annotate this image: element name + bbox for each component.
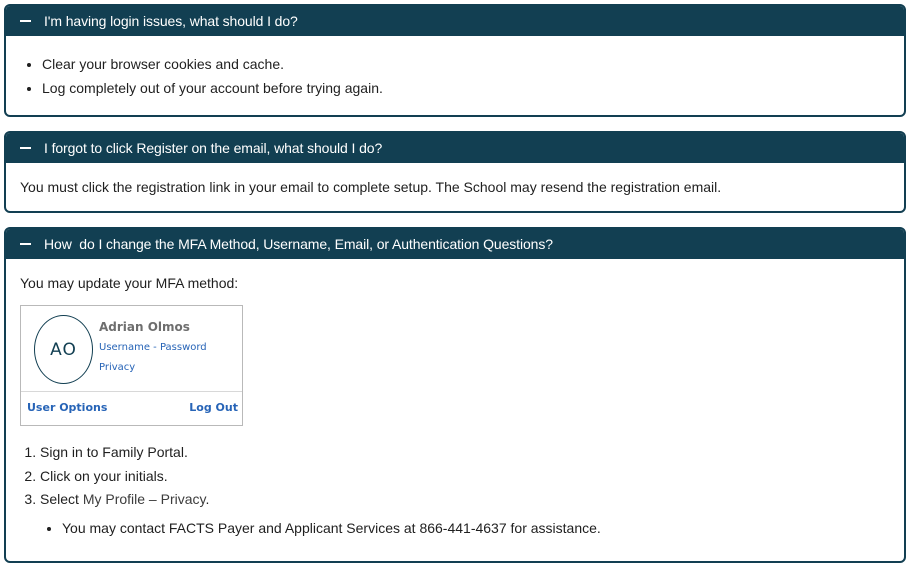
- bullet-list: [20, 52, 890, 100]
- profile-card-example: [20, 305, 243, 426]
- faq-header-register[interactable]: [6, 133, 904, 163]
- step-text: Sign in to Family Portal.: [40, 444, 188, 460]
- step-end: .: [205, 491, 210, 507]
- step-text: Click on your initials.: [40, 467, 168, 484]
- faq-question: I'm having login issues, what should I do?: [44, 13, 298, 29]
- minus-icon[interactable]: [20, 20, 31, 22]
- list-item: [40, 465, 890, 489]
- minus-icon[interactable]: [20, 147, 31, 149]
- user-options-link[interactable]: User Options: [27, 401, 108, 414]
- answer-intro: You may update your MFA method:: [20, 275, 239, 291]
- list-item: • You may contact FACTS Payer and Applicant Services at 866-441-4637 for assistance.: [62, 516, 890, 540]
- faq-panel-register: [4, 131, 906, 213]
- minus-icon[interactable]: [20, 243, 31, 245]
- faq-question: I forgot to click Register on the email, what should I do?: [44, 140, 383, 156]
- bullet-list: [20, 516, 890, 540]
- faq-panel-mfa: [4, 227, 906, 563]
- log-out-link[interactable]: Log Out: [189, 401, 238, 414]
- privacy-link[interactable]: Privacy: [99, 362, 136, 373]
- faq-question: How do I change the MFA Method, Username, Email, or Authentication Questions?: [44, 236, 553, 252]
- list-item: • Log completely out of your account before trying again.: [42, 76, 890, 100]
- list-item: • Clear your browser cookies and cache.: [42, 52, 890, 76]
- avatar: AO: [34, 315, 93, 384]
- profile-name: Adrian Olmos: [99, 320, 190, 334]
- faq-answer: [6, 36, 904, 100]
- faq-header-login-issues[interactable]: [6, 6, 904, 36]
- faq-answer: [6, 163, 904, 199]
- step-text: Select: [40, 491, 83, 507]
- profile-path: My Profile – Privacy: [82, 491, 206, 507]
- list-item: [40, 441, 890, 465]
- divider: [21, 391, 242, 392]
- faq-panel-login-issues: [4, 4, 906, 117]
- username-password-link[interactable]: Username - Password: [99, 342, 207, 353]
- faq-header-mfa[interactable]: [6, 229, 904, 259]
- answer-text: You must click the registration link in your email to complete setup. The School may resend the registration email.: [20, 179, 722, 195]
- steps-list: [20, 441, 890, 512]
- list-item: [40, 488, 890, 512]
- faq-answer: [6, 259, 904, 540]
